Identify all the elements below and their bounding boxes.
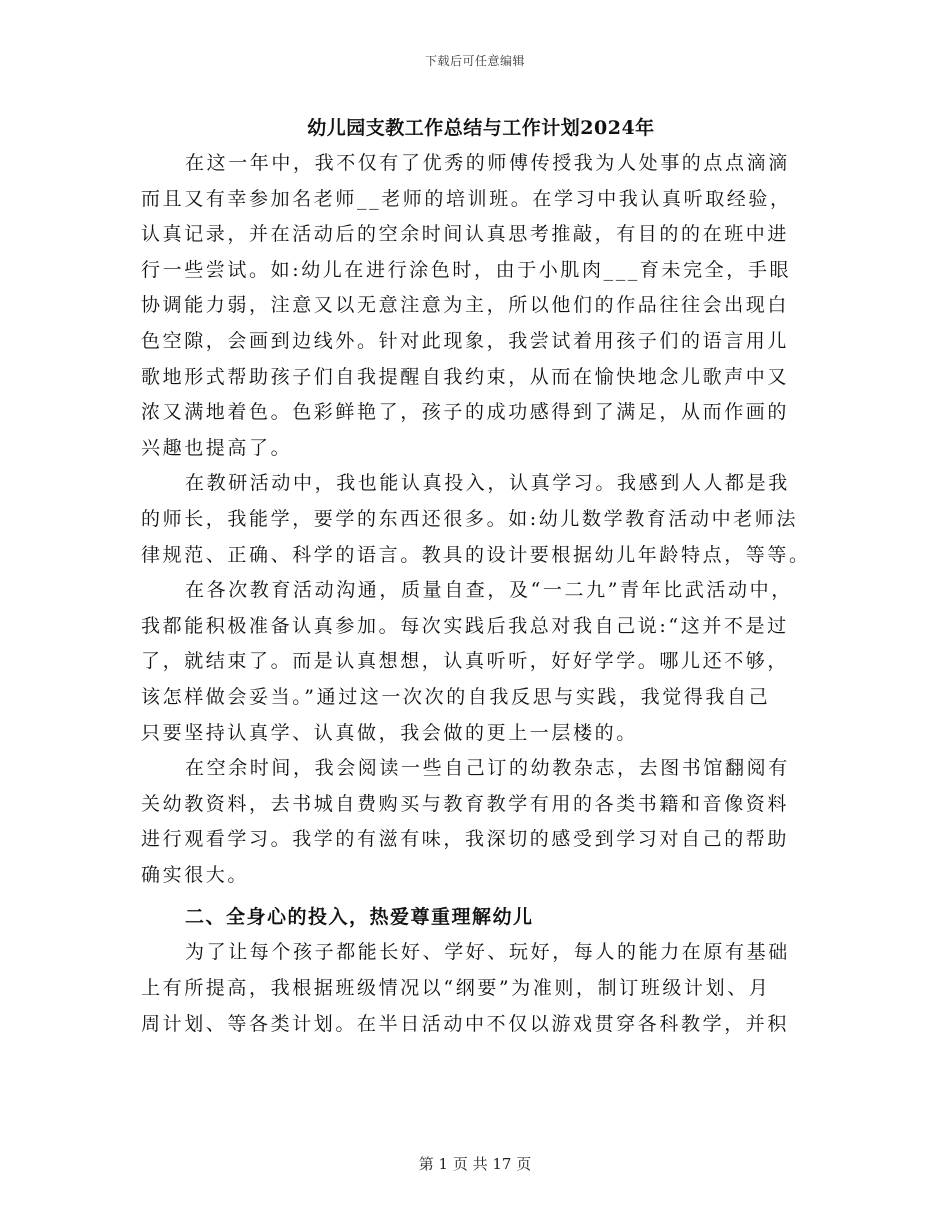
paragraph	[141, 935, 801, 1042]
document-title: 幼儿园支教工作总结与工作计划2024年	[307, 117, 655, 139]
paragraph-line: 在教研活动中，我也能认真投入，认真学习。我感到人人都是我	[185, 472, 790, 495]
paragraph-line: 在各次教育活动沟通，质量自查，及“一二九”青年比武活动中，	[185, 579, 793, 602]
paragraph	[141, 573, 801, 751]
paragraph	[141, 751, 801, 893]
paragraph-line: 上有所提高，我根据班级情况以“纲要”为准则，制订班级计划、月	[141, 977, 771, 1000]
paragraph-line: 色空隙，会画到边线外。针对此现象，我尝试着用孩子们的语言用儿	[141, 329, 790, 352]
paragraph	[141, 146, 801, 466]
paragraph-line: 认真记录，并在活动后的空余时间认真思考推敲，有目的的在班中进	[141, 223, 790, 246]
paragraph-line: 周计划、等各类计划。在半日活动中不仅以游戏贯穿各科教学，并积	[141, 1012, 790, 1035]
paragraph-line: 进行观看学习。我学的有滋有味，我深切的感受到学习对自己的帮助	[141, 828, 790, 851]
paragraph-line: 兴趣也提高了。	[141, 436, 293, 459]
paragraph-line: 确实很大。	[141, 863, 250, 886]
paragraph-line: 为了让每个孩子都能长好、学好、玩好，每人的能力在原有基础	[185, 941, 790, 964]
page-number-footer: 第 1 页 共 17 页	[418, 1155, 532, 1173]
paragraph-line: 协调能力弱，注意又以无意注意为主，所以他们的作品往往会出现白	[141, 294, 790, 317]
paragraph-list-continued	[141, 935, 801, 1042]
paragraph-line: 行一些尝试。如:幼儿在进行涂色时，由于小肌肉___育未完全，手眼	[141, 258, 792, 281]
paragraph-line: 我都能积极准备认真参加。每次实践后我总对我自己说:“这并不是过	[141, 614, 789, 637]
paragraph-line: 律规范、正确、科学的语言。教具的设计要根据幼儿年龄特点，等等。	[141, 543, 811, 566]
paragraph-line: 在空余时间，我会阅读一些自己订的幼教杂志，去图书馆翻阅有	[185, 757, 790, 780]
paragraph-line: 了，就结束了。而是认真想想，认真听听，好好学学。哪儿还不够，	[141, 650, 790, 673]
paragraph-line: 只要坚持认真学、认真做，我会做的更上一层楼的。	[141, 721, 638, 744]
header-note: 下载后可任意编辑	[424, 54, 525, 68]
paragraph-line: 歌地形式帮助孩子们自我提醒自我约束，从而在愉快地念儿歌声中又	[141, 365, 790, 388]
section-heading: 二、全身心的投入，热爱尊重理解幼儿	[185, 906, 534, 929]
paragraph-line: 在这一年中，我不仅有了优秀的师傅传授我为人处事的点点滴滴	[185, 152, 790, 174]
paragraph-line: 该怎样做会妥当。”通过这一次次的自我反思与实践，我觉得我自己	[141, 685, 771, 708]
document-body	[141, 110, 811, 1042]
paragraph-list	[141, 146, 811, 893]
paragraph	[141, 466, 811, 573]
paragraph-line: 而且又有幸参加名老师__老师的培训班。在学习中我认真听取经验，	[141, 187, 792, 210]
paragraph-line: 浓又满地着色。色彩鲜艳了，孩子的成功感得到了满足，从而作画的	[141, 401, 790, 424]
paragraph-line: 关幼教资料，去书城自费购买与教育教学有用的各类书籍和音像资料	[141, 792, 790, 815]
paragraph-line: 的师长，我能学，要学的东西还很多。如:幼儿数学教育活动中老师法	[141, 507, 799, 530]
